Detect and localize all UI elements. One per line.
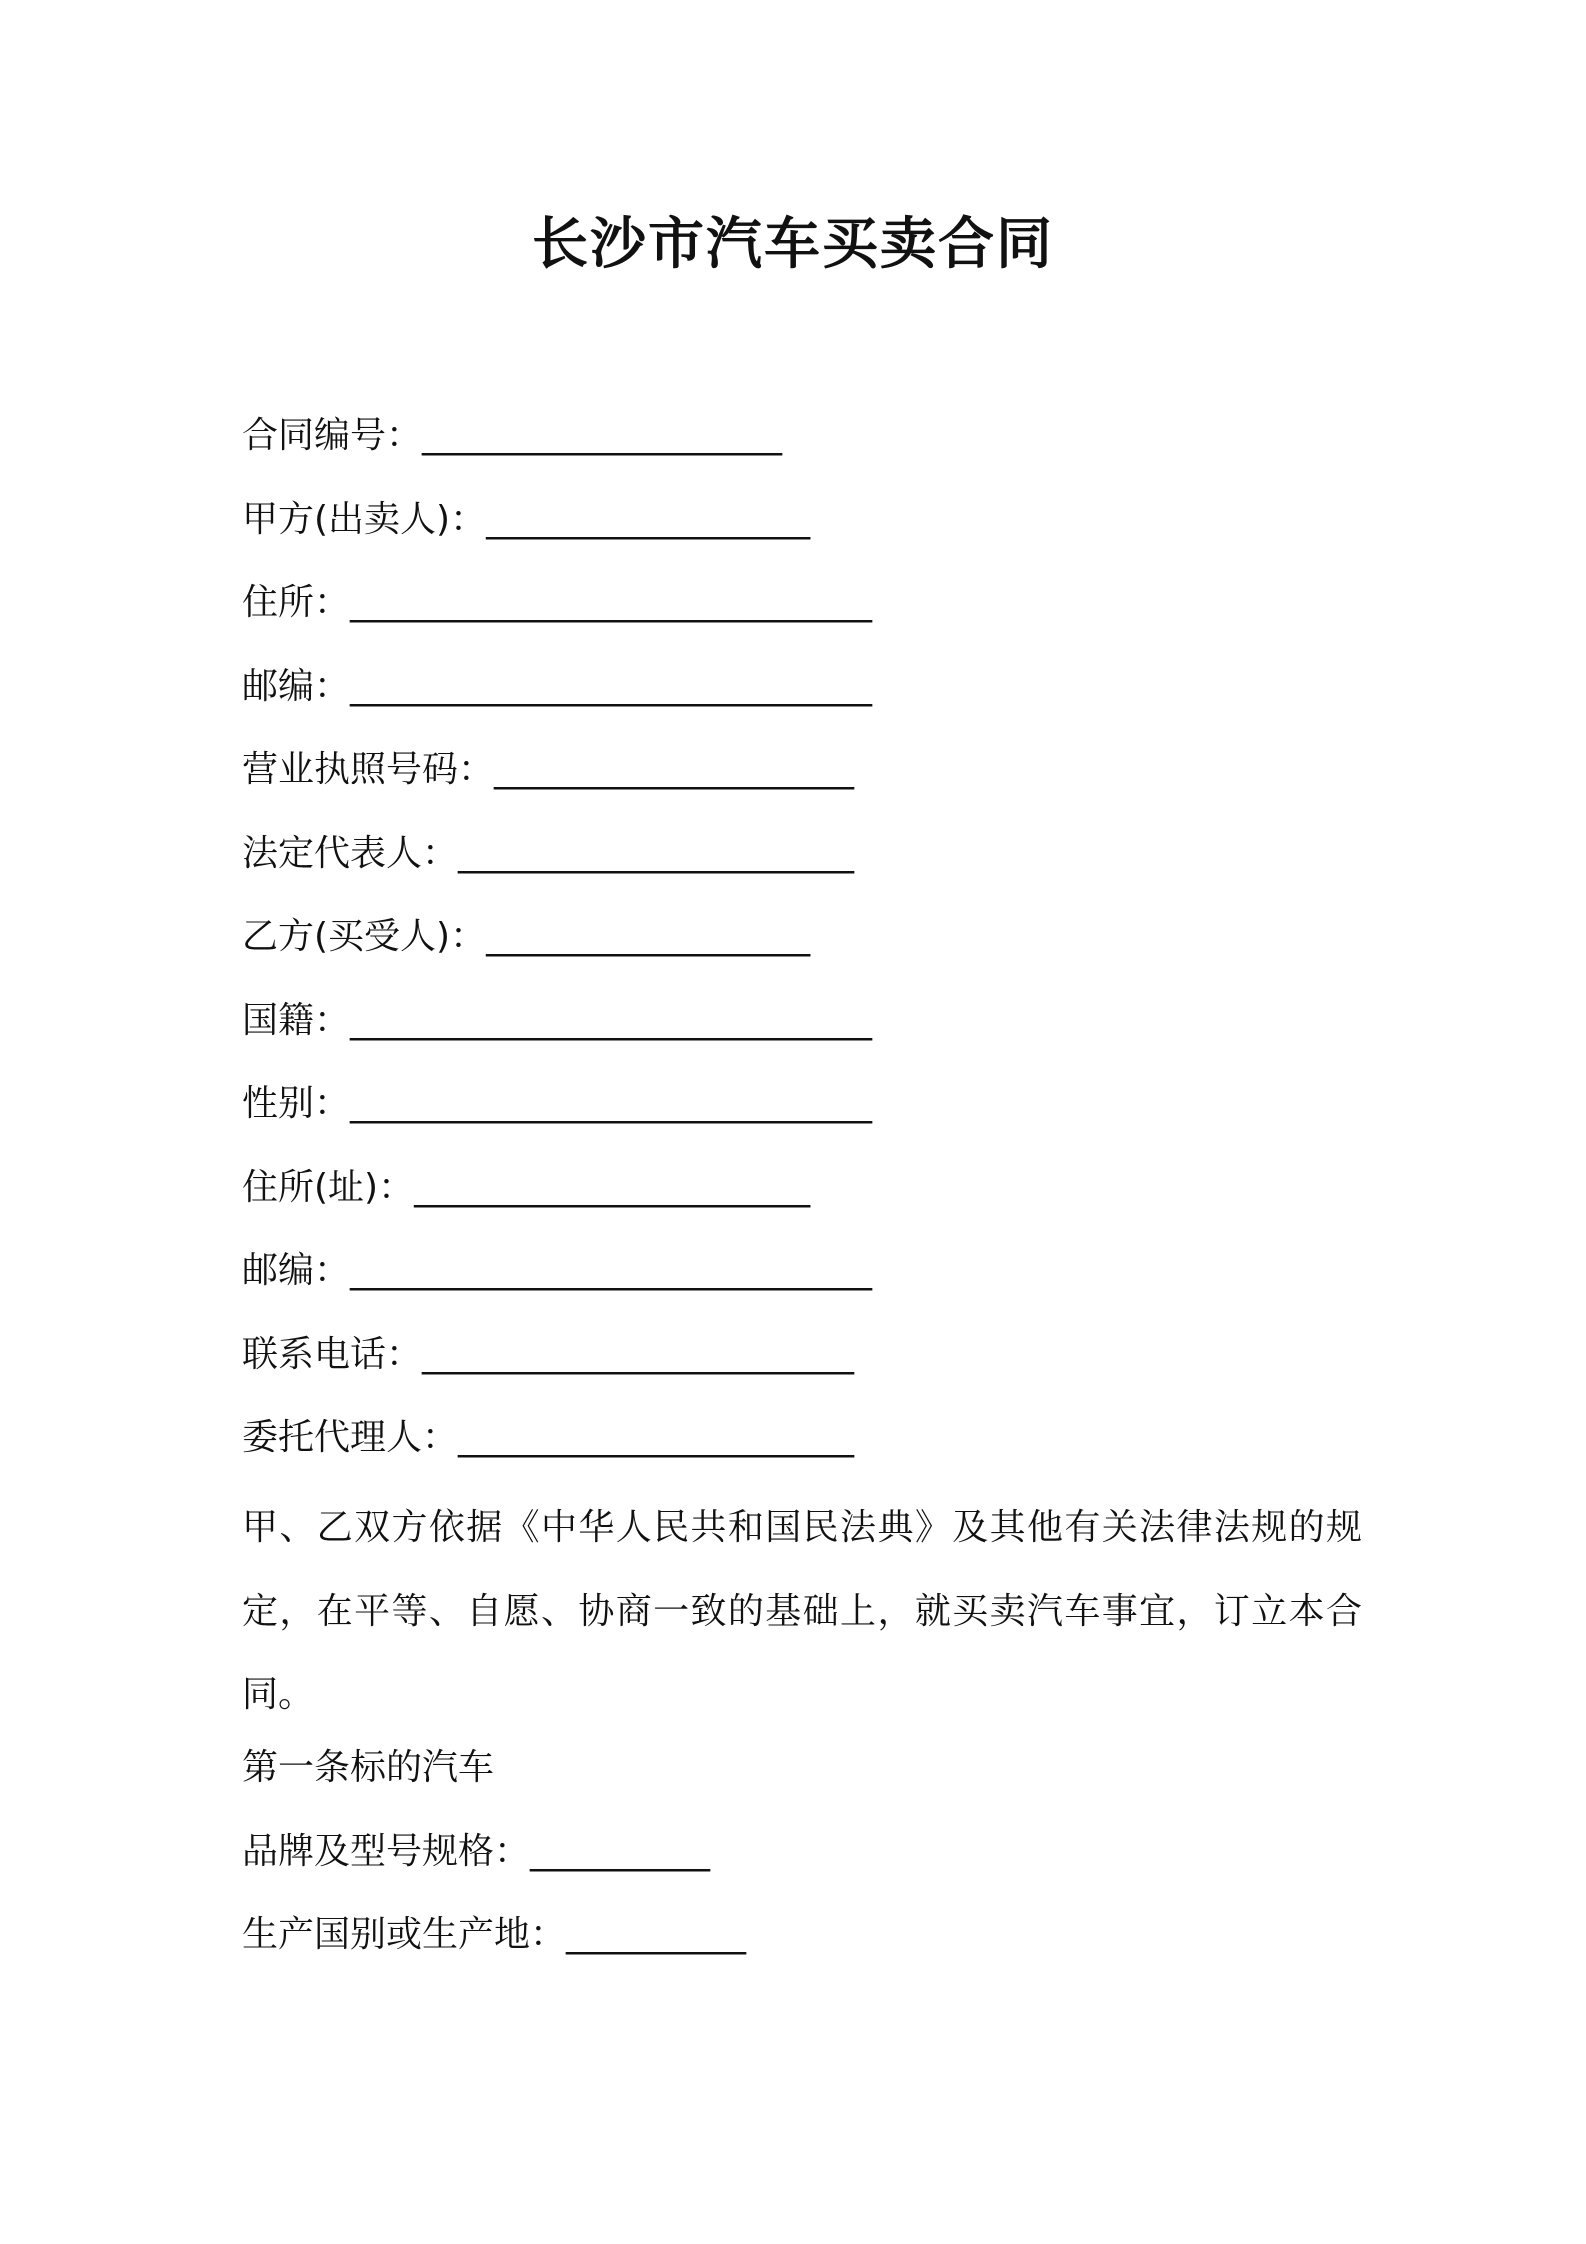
- field-party-b-postcode: [242, 1239, 1362, 1323]
- field-blank: _____________________________: [350, 999, 873, 1041]
- field-nationality: [242, 989, 1362, 1073]
- field-label: 营业执照号码：: [242, 749, 495, 790]
- article-1: [242, 1736, 1362, 1987]
- field-label: 生产国别或生产地：: [242, 1914, 567, 1955]
- field-blank: _____________________________: [350, 665, 873, 707]
- field-label: 委托代理人：: [242, 1417, 459, 1458]
- field-blank: __________: [566, 1914, 747, 1955]
- field-legal-representative: [242, 822, 1362, 906]
- field-label: 住所(址)：: [242, 1166, 415, 1208]
- field-blank: ________________________: [422, 1333, 855, 1375]
- field-label: 法定代表人：: [242, 832, 459, 874]
- field-party-b: [242, 905, 1362, 989]
- field-blank: _____________________________: [350, 1250, 873, 1291]
- field-blank: ______________________: [414, 1166, 811, 1208]
- field-blank: __________________: [486, 498, 811, 540]
- field-agent: [242, 1406, 1362, 1490]
- field-blank: _____________________________: [350, 1083, 873, 1124]
- field-blank: __________: [530, 1830, 711, 1872]
- field-label: 合同编号：: [242, 415, 423, 456]
- field-label: 甲方(出卖人)：: [242, 498, 487, 540]
- field-party-a-address: [242, 571, 1362, 655]
- field-label: 乙方(买受人)：: [242, 916, 487, 957]
- preamble-paragraph: 甲、乙双方依据《中华人民共和国民法典》及其他有关法律法规的规定，在平等、自愿、协商一致的基础上，就买卖汽车事宜，订立本合同。: [242, 1507, 1362, 1715]
- field-blank: ____________________: [422, 415, 783, 456]
- field-blank: __________________: [486, 916, 811, 957]
- document-title: 长沙市汽车买卖合同: [532, 212, 1054, 277]
- field-label: 联系电话：: [242, 1333, 423, 1375]
- field-contract-number: [242, 404, 1362, 488]
- field-business-license: [242, 738, 1362, 822]
- field-party-b-address: [242, 1156, 1362, 1240]
- field-label: 性别：: [242, 1083, 351, 1124]
- field-blank: _____________________________: [350, 582, 873, 623]
- field-party-a: [242, 488, 1362, 572]
- field-blank: ______________________: [458, 1417, 855, 1458]
- field-label: 品牌及型号规格：: [242, 1830, 531, 1872]
- field-label: 邮编：: [242, 1250, 351, 1291]
- field-label: 邮编：: [242, 665, 351, 707]
- field-origin: [242, 1903, 1362, 1987]
- field-label: 国籍：: [242, 999, 351, 1041]
- field-gender: [242, 1072, 1362, 1156]
- field-party-a-postcode: [242, 655, 1362, 739]
- field-blank: ______________________: [458, 832, 855, 874]
- field-phone: [242, 1323, 1362, 1407]
- field-brand-model: [242, 1820, 1362, 1904]
- party-info-fields: [242, 404, 1362, 1490]
- field-blank: ____________________: [494, 749, 855, 790]
- field-label: 住所：: [242, 582, 351, 623]
- article-heading: 第一条标的汽车: [242, 1747, 495, 1788]
